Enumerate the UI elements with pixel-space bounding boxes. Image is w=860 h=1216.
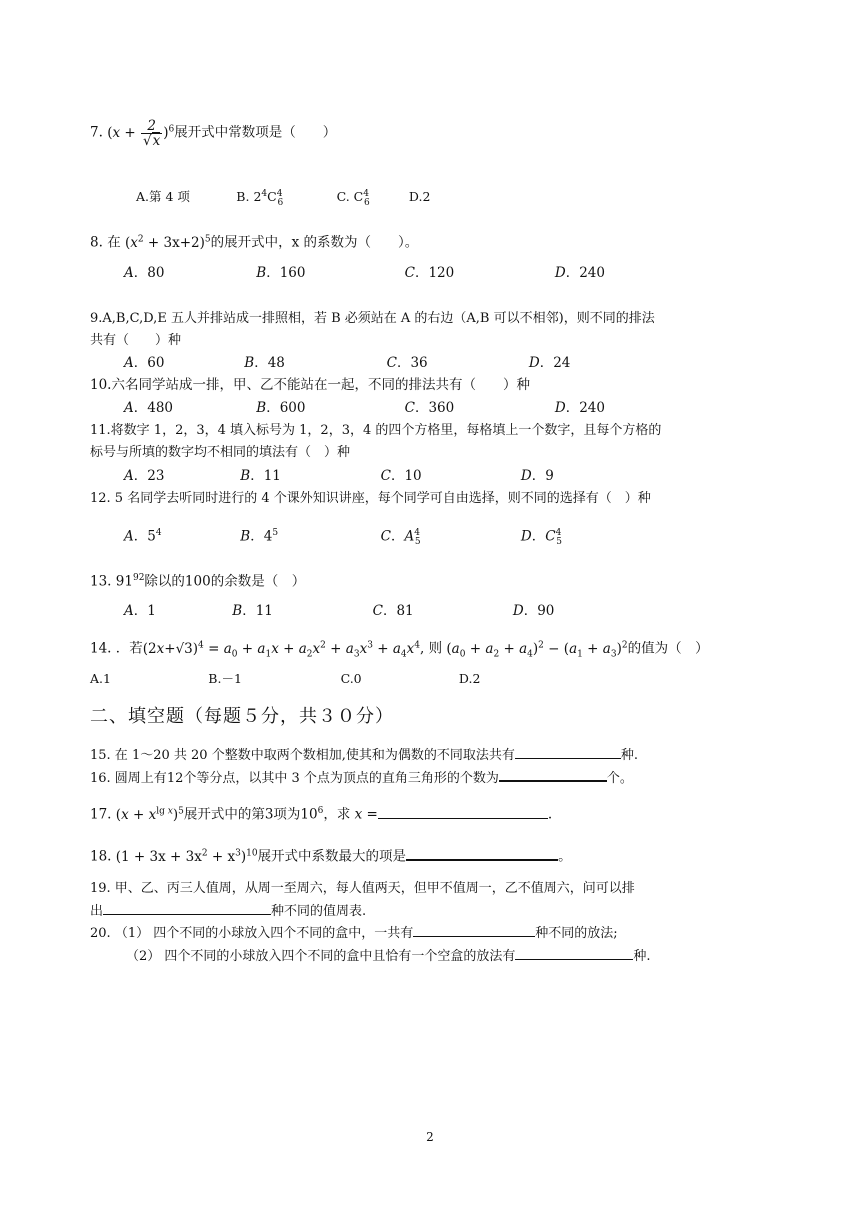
q18-formula: $(1 + 3x + 3x^2 + x^3)^{10}$: [115, 848, 258, 865]
section-heading-fill-in: 二、填空题（每题５分，共３０分）: [90, 706, 394, 727]
question-8: 8. 在 $(x^2 + 3x+2)^5$的展开式中，x 的系数为（ ）。: [90, 234, 419, 251]
q11-options: A．23 B．11 C．10 D．9: [124, 468, 554, 484]
q12-options: A．$5^4$ B．$4^5$ C．$A^4_5$ D．$C^4_5$: [124, 528, 563, 548]
q8-options: A．80 B．160 C．120 D．240: [124, 265, 605, 281]
q13-options: A．1 B．11 C．81 D．90: [124, 603, 555, 619]
q14-expression: $(a_0 + a_2 + a_4)^2 - (a_1 + a_3)^2$: [446, 640, 628, 660]
answer-blank[interactable]: [378, 804, 548, 819]
q7-formula: (x + $\frac{2}{√x}$ )$^6$: [107, 117, 175, 149]
page-number: 2: [426, 1130, 434, 1144]
answer-blank[interactable]: [103, 900, 271, 915]
q8-formula: $(x^2 + 3x+2)^5$: [124, 234, 211, 251]
question-13: 13. $91^{92}$除以的100的余数是（ ）: [90, 573, 306, 590]
answer-blank[interactable]: [413, 922, 535, 937]
q14-formula: $(2x+√3)^4 = a_0 + a_1x + a_2x^2 + a_3x^3 + a_4x^4$: [142, 640, 420, 660]
answer-blank[interactable]: [406, 845, 558, 861]
q7-option-b: B. $2^4C^4_6$: [236, 189, 284, 208]
q7-option-c: C. $C^4_6$: [336, 189, 370, 208]
question-11: 11.将数字 1，2，3，4 填入标号为 1，2，3，4 的四个方格里，每格填上一个数字，且每个方格的 标号与所填的数字均不相同的填法有（ ）种: [90, 423, 662, 460]
question-9: 9.A,B,C,D,E 五人并排站成一排照相，若 B 必须站在 A 的右边（A,B 可以不相邻)，则不同的排法 共有（ ）种: [90, 311, 655, 348]
question-10: 10.六名同学站成一排，甲、乙不能站在一起，不同的排法共有（ ）种: [90, 377, 530, 393]
q9-options: A．60 B．48 C．36 D．24: [124, 355, 571, 371]
question-12: 12. 5 名同学去听同时进行的 4 个课外知识讲座，每个同学可自由选择，则不同的选择有（ ）种: [90, 491, 651, 506]
q10-options: A．480 B．600 C．360 D．240: [124, 400, 605, 416]
question-19: 19. 甲、乙、丙三人值周，从周一至周六，每人值两天，但甲不值周一，乙不值周六，问可以排 出 种不同的值周表.: [90, 881, 635, 919]
answer-blank[interactable]: [515, 744, 621, 759]
question-18: 18. $(1 + 3x + 3x^2 + x^3)^{10}$展开式中系数最大的项是 。: [90, 842, 760, 868]
question-15: 15. 在 1～20 共 20 个整数中取两个数相加,使其和为偶数的不同取法共有 种.: [90, 744, 760, 767]
question-16: 16. 圆周上有12个等分点，以其中 3 个点为顶点的直角三角形的个数为 个。: [90, 766, 760, 790]
question-7: 7. (x + $\frac{2}{√x}$ )$^6$展开式中常数项是（ ）: [90, 117, 337, 149]
fraction: $\frac{2}{√x}$: [143, 117, 161, 149]
question-17: 17. $(x + x^{lg x})^5$展开式中的第3项为$10^6$，求 x = .: [90, 800, 760, 826]
q17-formula: $(x + x^{lg x})^5$: [115, 806, 184, 823]
q7-options: A.第 4 项 B. $2^4C^4_6$ C. $C^4_6$ D.2: [136, 183, 430, 214]
answer-blank[interactable]: [499, 766, 607, 782]
answer-blank[interactable]: [515, 945, 633, 960]
question-14: 14. ．若$(2x+√3)^4 = a_0 + a_1x + a_2x^2 + a_3x^3 + a_4x^4$, 则 $(a_0 + a_2 + a_4)^2 - (a_1 + a_3)^2$的值为（ ）: [90, 640, 709, 660]
q14-options: A.1 B.－1 C.0 D.2: [90, 671, 481, 686]
question-20: 20. （1） 四个不同的小球放入四个不同的盒中，一共有 种不同的放法; （2） 四个不同的小球放入四个不同的盒中且恰有一个空盒的放法有 种.: [90, 922, 760, 968]
